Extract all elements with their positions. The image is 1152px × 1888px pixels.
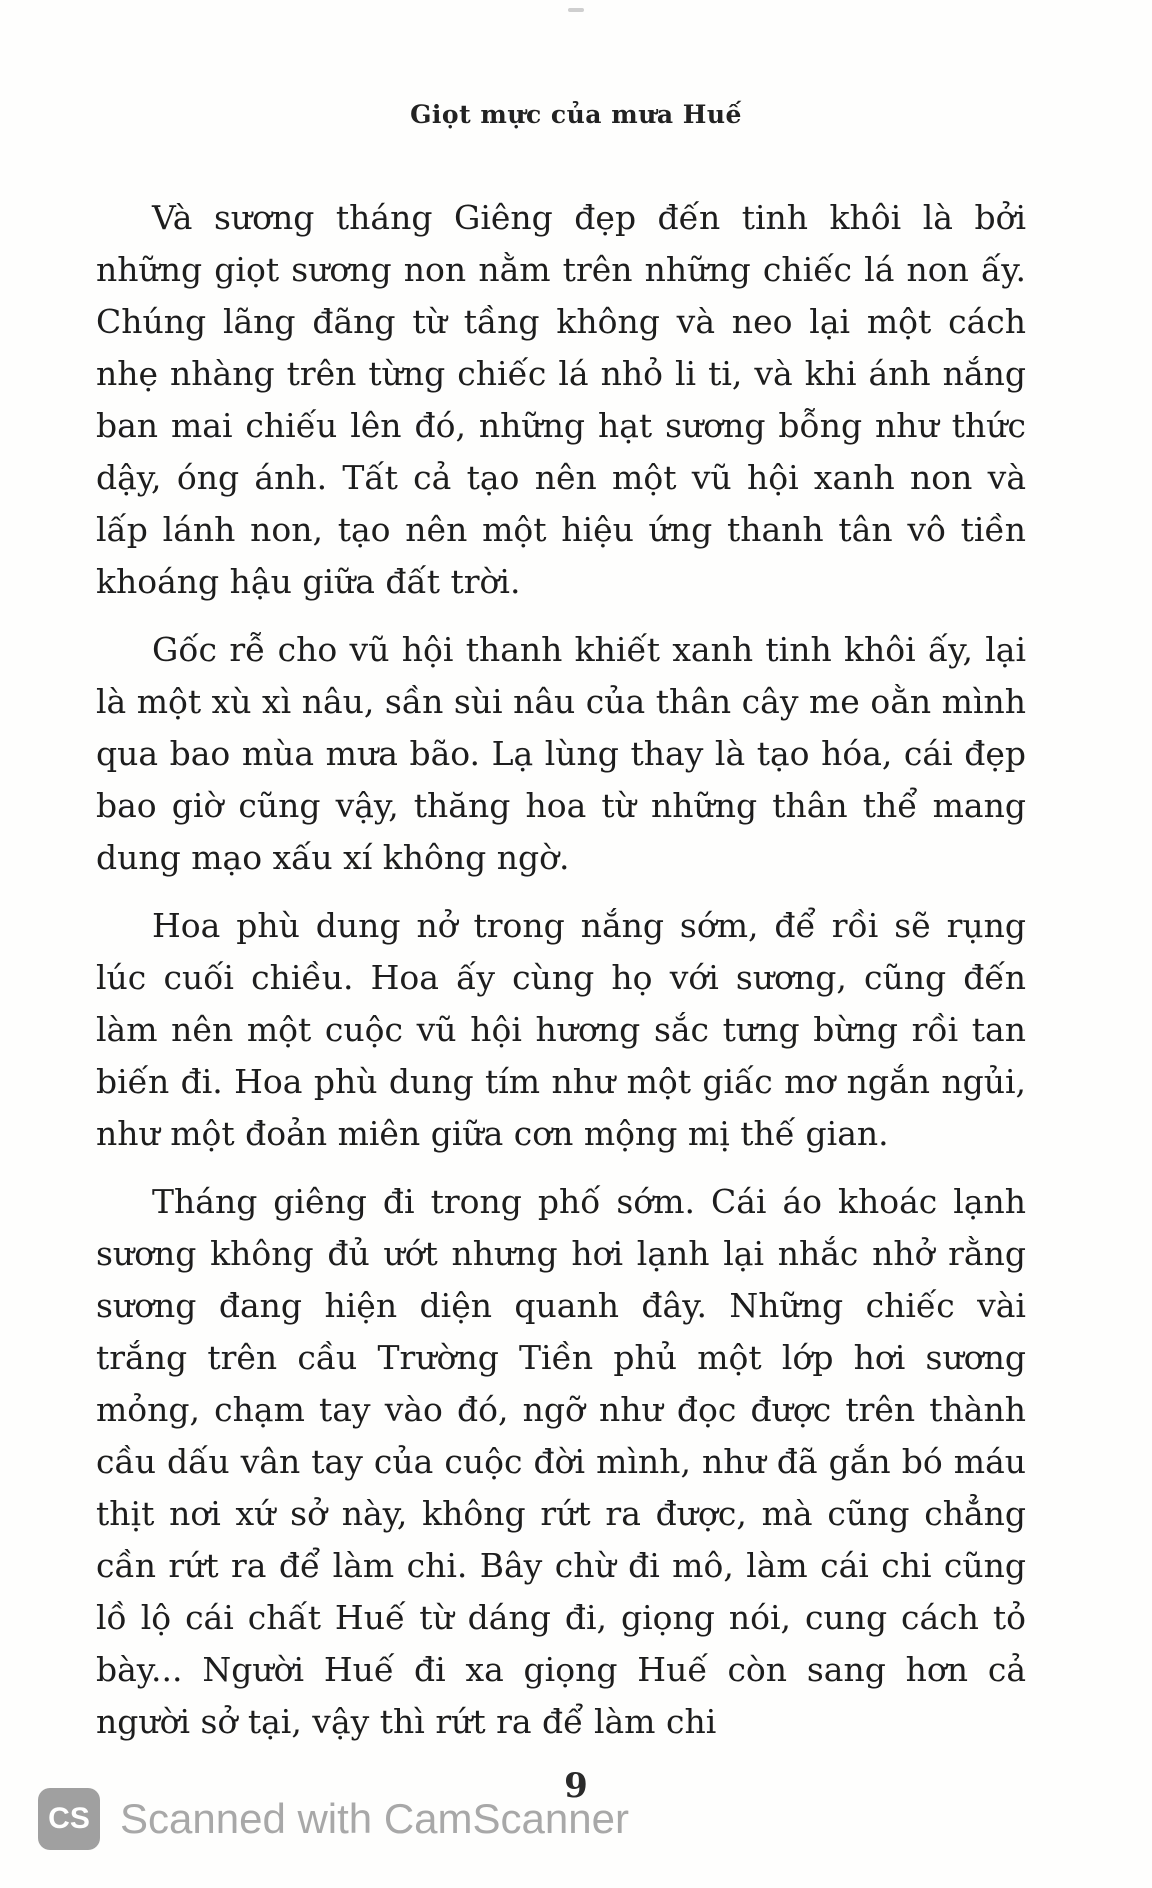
camscanner-watermark bbox=[38, 1788, 629, 1850]
page-body bbox=[96, 192, 1026, 1764]
camscanner-watermark-text: Scanned with CamScanner bbox=[120, 1795, 629, 1842]
page-number: 9 bbox=[564, 1766, 588, 1806]
paragraph-1: Và sương tháng Giêng đẹp đến tinh khôi là bởi những giọt sương non nằm trên những chiếc lá non ấy. Chúng lãng đãng từ tầng không và neo lại một cách nhẹ nhàng trên từng chiếc lá nhỏ li ti, và khi ánh nắng ban mai chiếu lên đó, những hạt sương bỗng như thức dậy, óng ánh. Tất cả tạo nên một vũ hội xanh non và lấp lánh non, tạo nên một hiệu ứng thanh tân vô tiền khoáng hậu giữa đất trời. bbox=[96, 198, 1026, 601]
paragraph-3: Hoa phù dung nở trong nắng sớm, để rồi sẽ rụng lúc cuối chiều. Hoa ấy cùng họ với sương, cũng đến làm nên một cuộc vũ hội hương sắc tưng bừng rồi tan biến đi. Hoa phù dung tím như một giấc mơ ngắn ngủi, như một đoản miên giữa cơn mộng mị thế gian. bbox=[96, 906, 1026, 1153]
paragraph-2: Gốc rễ cho vũ hội thanh khiết xanh tinh khôi ấy, lại là một xù xì nâu, sần sùi nâu của thân cây me oằn mình qua bao mùa mưa bão. Lạ lùng thay là tạo hóa, cái đẹp bao giờ cũng vậy, thăng hoa từ những thân thể mang dung mạo xấu xí không ngờ. bbox=[96, 630, 1026, 877]
camscanner-logo-icon: CS bbox=[38, 1788, 100, 1850]
paragraph-4: Tháng giêng đi trong phố sớm. Cái áo khoác lạnh sương không đủ ướt nhưng hơi lạnh lại nhắc nhở rằng sương đang hiện diện quanh đây. Những chiếc vài trắng trên cầu Trường Tiền phủ một lớp hơi sương mỏng, chạm tay vào đó, ngỡ như đọc được trên thành cầu dấu vân tay của cuộc đời mình, như đã gắn bó máu thịt nơi xứ sở này, không rứt ra được, mà cũng chẳng cần rứt ra để làm chi. Bây chừ đi mô, làm cái chi cũng lồ lộ cái chất Huế từ dáng đi, giọng nói, cung cách tỏ bày... Người Huế đi xa giọng Huế còn sang hơn cả người sở tại, vậy thì rứt ra để làm chi bbox=[96, 1182, 1026, 1741]
scan-artifact-mark bbox=[568, 8, 584, 12]
running-header: Giọt mực của mưa Huế bbox=[410, 100, 742, 129]
